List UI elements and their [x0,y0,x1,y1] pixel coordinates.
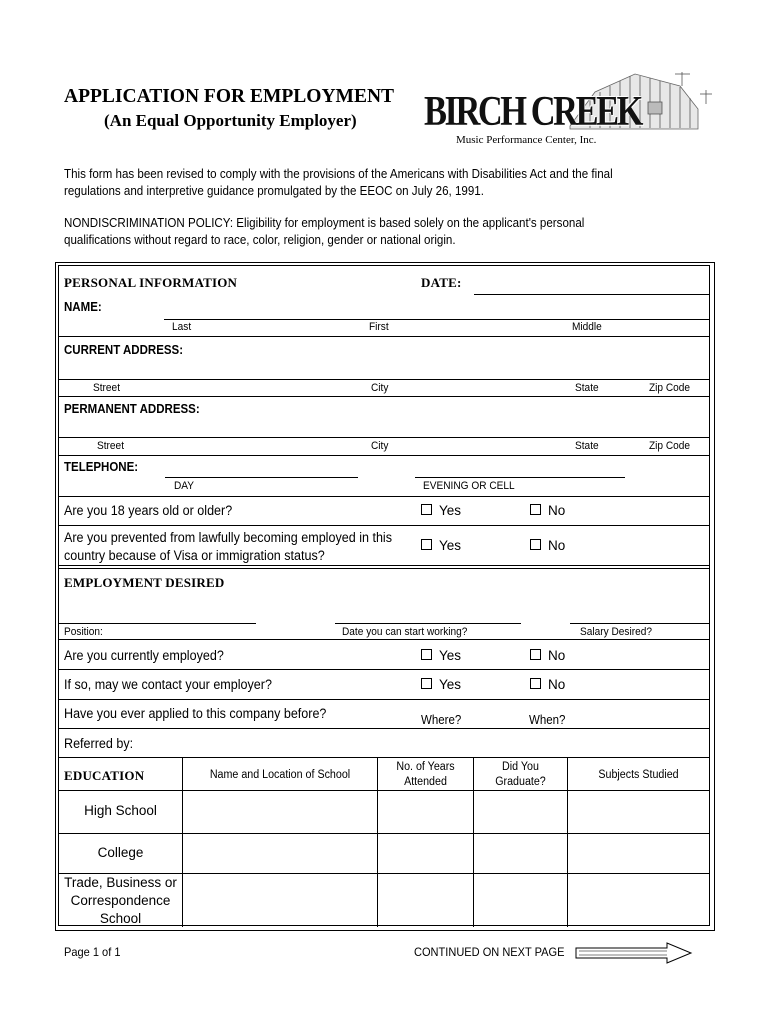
salary-field[interactable] [570,623,709,624]
when-caption: When? [529,713,566,727]
evening-caption: EVENING OR CELL [423,480,515,492]
trade-row-label-line2: Correspondence [70,893,171,908]
currently-employed-question: Are you currently employed? [64,648,224,663]
permanent-address-label: PERMANENT ADDRESS: [64,402,200,416]
checkbox-icon[interactable] [421,678,432,689]
college-row-label: College [97,845,144,860]
table-row-divider [59,833,709,834]
form-subtitle: (An Equal Opportunity Employer) [104,111,357,130]
applied-before-question: Have you ever applied to this company before? [64,706,327,721]
evening-phone-field[interactable] [415,477,625,478]
day-phone-field[interactable] [165,477,358,478]
personal-info-heading: PERSONAL INFORMATION [64,275,238,290]
referred-by-label: Referred by: [64,736,134,751]
contact-employer-question: If so, may we contact your employer? [64,677,272,692]
salary-caption: Salary Desired? [580,626,653,638]
employment-heading: EMPLOYMENT DESIRED [64,575,225,590]
right-arrow-icon [575,942,695,964]
section-divider [59,568,709,569]
checkbox-icon[interactable] [421,539,432,550]
birch-creek-logo [420,64,720,154]
permanent-address-field[interactable] [59,437,709,438]
divider [59,790,709,791]
visa-question-line1: Are you prevented from lawfully becoming employed in this [64,530,392,545]
divider [59,669,709,670]
subjects-header: Subjects Studied [598,769,679,781]
table-col-divider [182,757,183,927]
divider [59,336,709,337]
form-body [58,265,710,926]
divider [59,728,709,729]
name-label: NAME: [64,300,102,314]
high-school-row-label: High School [84,803,157,818]
logo-wordmark: BIRCH CREEK [424,89,641,135]
nondiscrimination-policy: NONDISCRIMINATION POLICY: Eligibility for employment is based solely on the applicant's personal qualifications without regard to race, color, religion, gender or national origin. [64,216,585,247]
ada-notice: This form has been revised to comply with the provisions of the Americans with Disabilities Act and the final regulations and interpretive guidance promulgated by the EEOC on July 26, 1991. [64,167,613,198]
where-caption: Where? [421,713,462,727]
city-caption: City [371,440,389,452]
visa-no-option[interactable]: No [530,538,565,553]
page-number: Page 1 of 1 [64,945,121,959]
current-address-label: CURRENT ADDRESS: [64,343,184,357]
table-col-divider [567,757,568,927]
name-field[interactable] [164,319,709,320]
logo-tagline: Music Performance Center, Inc. [456,134,597,146]
divider [59,639,709,640]
street-caption: Street [93,382,121,394]
zip-caption: Zip Code [649,382,691,394]
state-caption: State [575,382,599,394]
age-question: Are you 18 years old or older? [64,503,233,518]
date-label: DATE: [421,275,462,290]
day-caption: DAY [174,480,195,492]
name-middle-caption: Middle [572,321,602,333]
position-caption: Position: [64,626,103,638]
checkbox-icon[interactable] [421,649,432,660]
table-col-divider [377,757,378,927]
state-caption: State [575,440,599,452]
checkbox-icon[interactable] [421,504,432,515]
graduate-header-line2: Graduate? [495,776,546,788]
name-first-caption: First [369,321,389,333]
section-divider [59,565,709,566]
form-title: APPLICATION FOR EMPLOYMENT [64,86,395,107]
continued-note: CONTINUED ON NEXT PAGE [414,945,565,959]
education-heading: EDUCATION [64,768,145,783]
zip-caption: Zip Code [649,440,691,452]
divider [59,496,709,497]
position-field[interactable] [59,623,256,624]
street-caption: Street [97,440,125,452]
city-caption: City [371,382,389,394]
date-field[interactable] [474,294,709,295]
checkbox-icon[interactable] [530,678,541,689]
age-yes-option[interactable]: Yes [421,503,461,518]
name-last-caption: Last [172,321,192,333]
years-header-line1: No. of Years [396,761,455,773]
visa-question-line2: country because of Visa or immigration status? [64,548,325,563]
visa-yes-option[interactable]: Yes [421,538,461,553]
school-name-header: Name and Location of School [209,769,351,781]
graduate-header-line1: Did You [502,761,539,773]
contact-yes-option[interactable]: Yes [421,677,461,692]
start-date-caption: Date you can start working? [342,626,468,638]
age-no-option[interactable]: No [530,503,565,518]
current-address-field[interactable] [59,379,709,380]
divider [59,699,709,700]
checkbox-icon[interactable] [530,504,541,515]
divider [59,757,709,758]
employed-no-option[interactable]: No [530,648,565,663]
divider [59,455,709,456]
checkbox-icon[interactable] [530,539,541,550]
telephone-label: TELEPHONE: [64,460,139,474]
divider [59,525,709,526]
divider [59,396,709,397]
contact-no-option[interactable]: No [530,677,565,692]
trade-row-label-line3: School [99,911,142,926]
employed-yes-option[interactable]: Yes [421,648,461,663]
years-header-line2: Attended [404,776,447,788]
trade-row-label-line1: Trade, Business or [64,875,177,890]
checkbox-icon[interactable] [530,649,541,660]
table-col-divider [473,757,474,927]
start-date-field[interactable] [335,623,521,624]
